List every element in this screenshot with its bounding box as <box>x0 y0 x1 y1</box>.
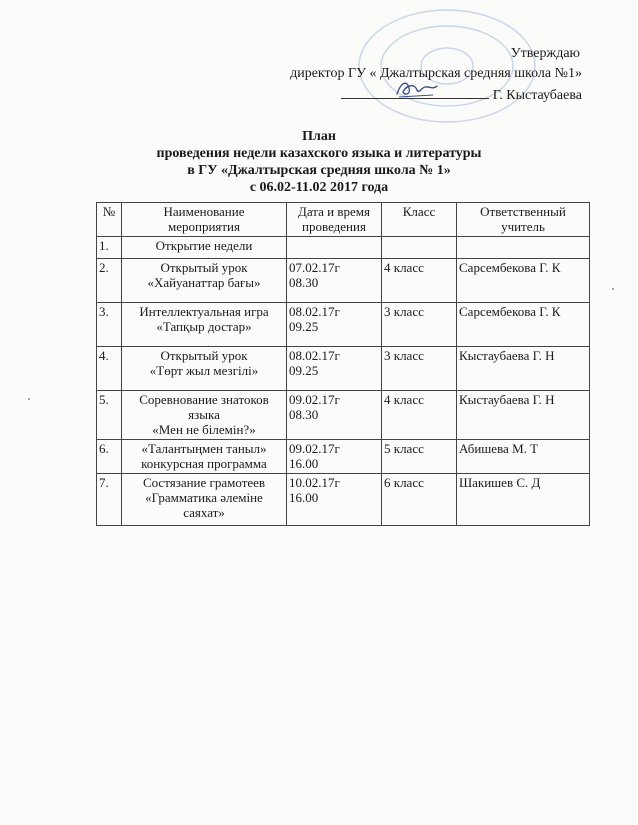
cell-class: 4 класс <box>382 391 457 440</box>
cell-responsible: Абишева М. Т <box>457 440 590 474</box>
cell-event-name: «Талантыңмен таныл» конкурсная программа <box>122 440 287 474</box>
cell-responsible: Сарсембекова Г. К <box>457 259 590 303</box>
table-row <box>97 391 590 440</box>
cell-event-name: Открытый урок «Хайуанаттар бағы» <box>122 259 287 303</box>
cell-responsible <box>457 237 590 259</box>
cell-date-time: 10.02.17г 16.00 <box>287 474 382 526</box>
table-row <box>97 259 590 303</box>
header-num: № <box>97 203 122 237</box>
cell-num: 7. <box>97 474 122 526</box>
plan-table <box>96 202 590 526</box>
cell-date-time: 09.02.17г 08.30 <box>287 391 382 440</box>
table-row <box>97 237 590 259</box>
cell-event-name: Открытие недели <box>122 237 287 259</box>
title-line-4: с 06.02-11.02 2017 года <box>249 180 389 195</box>
cell-event-name: Открытый урок «Төрт жыл мезгілі» <box>122 347 287 391</box>
signature-line <box>341 84 582 106</box>
cell-date-time: 07.02.17г 08.30 <box>287 259 382 303</box>
approval-position: директор ГУ « Джалтырская средняя школа №1» <box>290 66 582 81</box>
cell-num: 6. <box>97 440 122 474</box>
cell-responsible: Сарсембекова Г. К <box>457 303 590 347</box>
table-row <box>97 474 590 526</box>
cell-class: 6 класс <box>382 474 457 526</box>
cell-date-time: 08.02.17г 09.25 <box>287 303 382 347</box>
cell-num: 3. <box>97 303 122 347</box>
cell-num: 4. <box>97 347 122 391</box>
table-row <box>97 347 590 391</box>
cell-class: 4 класс <box>382 259 457 303</box>
cell-class: 5 класс <box>382 440 457 474</box>
cell-date-time: 09.02.17г 16.00 <box>287 440 382 474</box>
scan-speck <box>28 398 30 400</box>
cell-responsible: Кыстаубаева Г. Н <box>457 391 590 440</box>
cell-date-time: 08.02.17г 09.25 <box>287 347 382 391</box>
header-responsible: Ответственный учитель <box>457 203 590 237</box>
director-name: Г. Кыстаубаева <box>492 88 582 103</box>
cell-event-name: Соревнование знатоков языка «Мен не білемін?» <box>122 391 287 440</box>
signature-underline <box>341 84 489 99</box>
cell-event-name: Интеллектуальная игра «Тапқыр достар» <box>122 303 287 347</box>
title-line-2: проведения недели казахского языка и литературы <box>156 146 482 161</box>
scan-speck <box>612 288 614 290</box>
cell-responsible: Кыстаубаева Г. Н <box>457 347 590 391</box>
table-row <box>97 440 590 474</box>
cell-num: 5. <box>97 391 122 440</box>
header-name: Наименование мероприятия <box>122 203 287 237</box>
approval-block <box>290 44 582 106</box>
cell-num: 2. <box>97 259 122 303</box>
table-row <box>97 303 590 347</box>
approval-title: Утверждаю <box>510 46 580 61</box>
cell-responsible: Шакишев С. Д <box>457 474 590 526</box>
cell-num: 1. <box>97 237 122 259</box>
cell-class: 3 класс <box>382 303 457 347</box>
cell-event-name: Состязание грамотеев «Грамматика әлеміне саяхат» <box>122 474 287 526</box>
table-header-row <box>97 203 590 237</box>
title-line-1: План <box>302 129 336 144</box>
handwritten-signature <box>393 78 439 100</box>
cell-class <box>382 237 457 259</box>
cell-date-time <box>287 237 382 259</box>
header-class: Класс <box>382 203 457 237</box>
title-line-3: в ГУ «Джалтырская средняя школа № 1» <box>187 163 451 178</box>
cell-class: 3 класс <box>382 347 457 391</box>
header-date: Дата и время проведения <box>287 203 382 237</box>
document-title <box>0 128 638 196</box>
